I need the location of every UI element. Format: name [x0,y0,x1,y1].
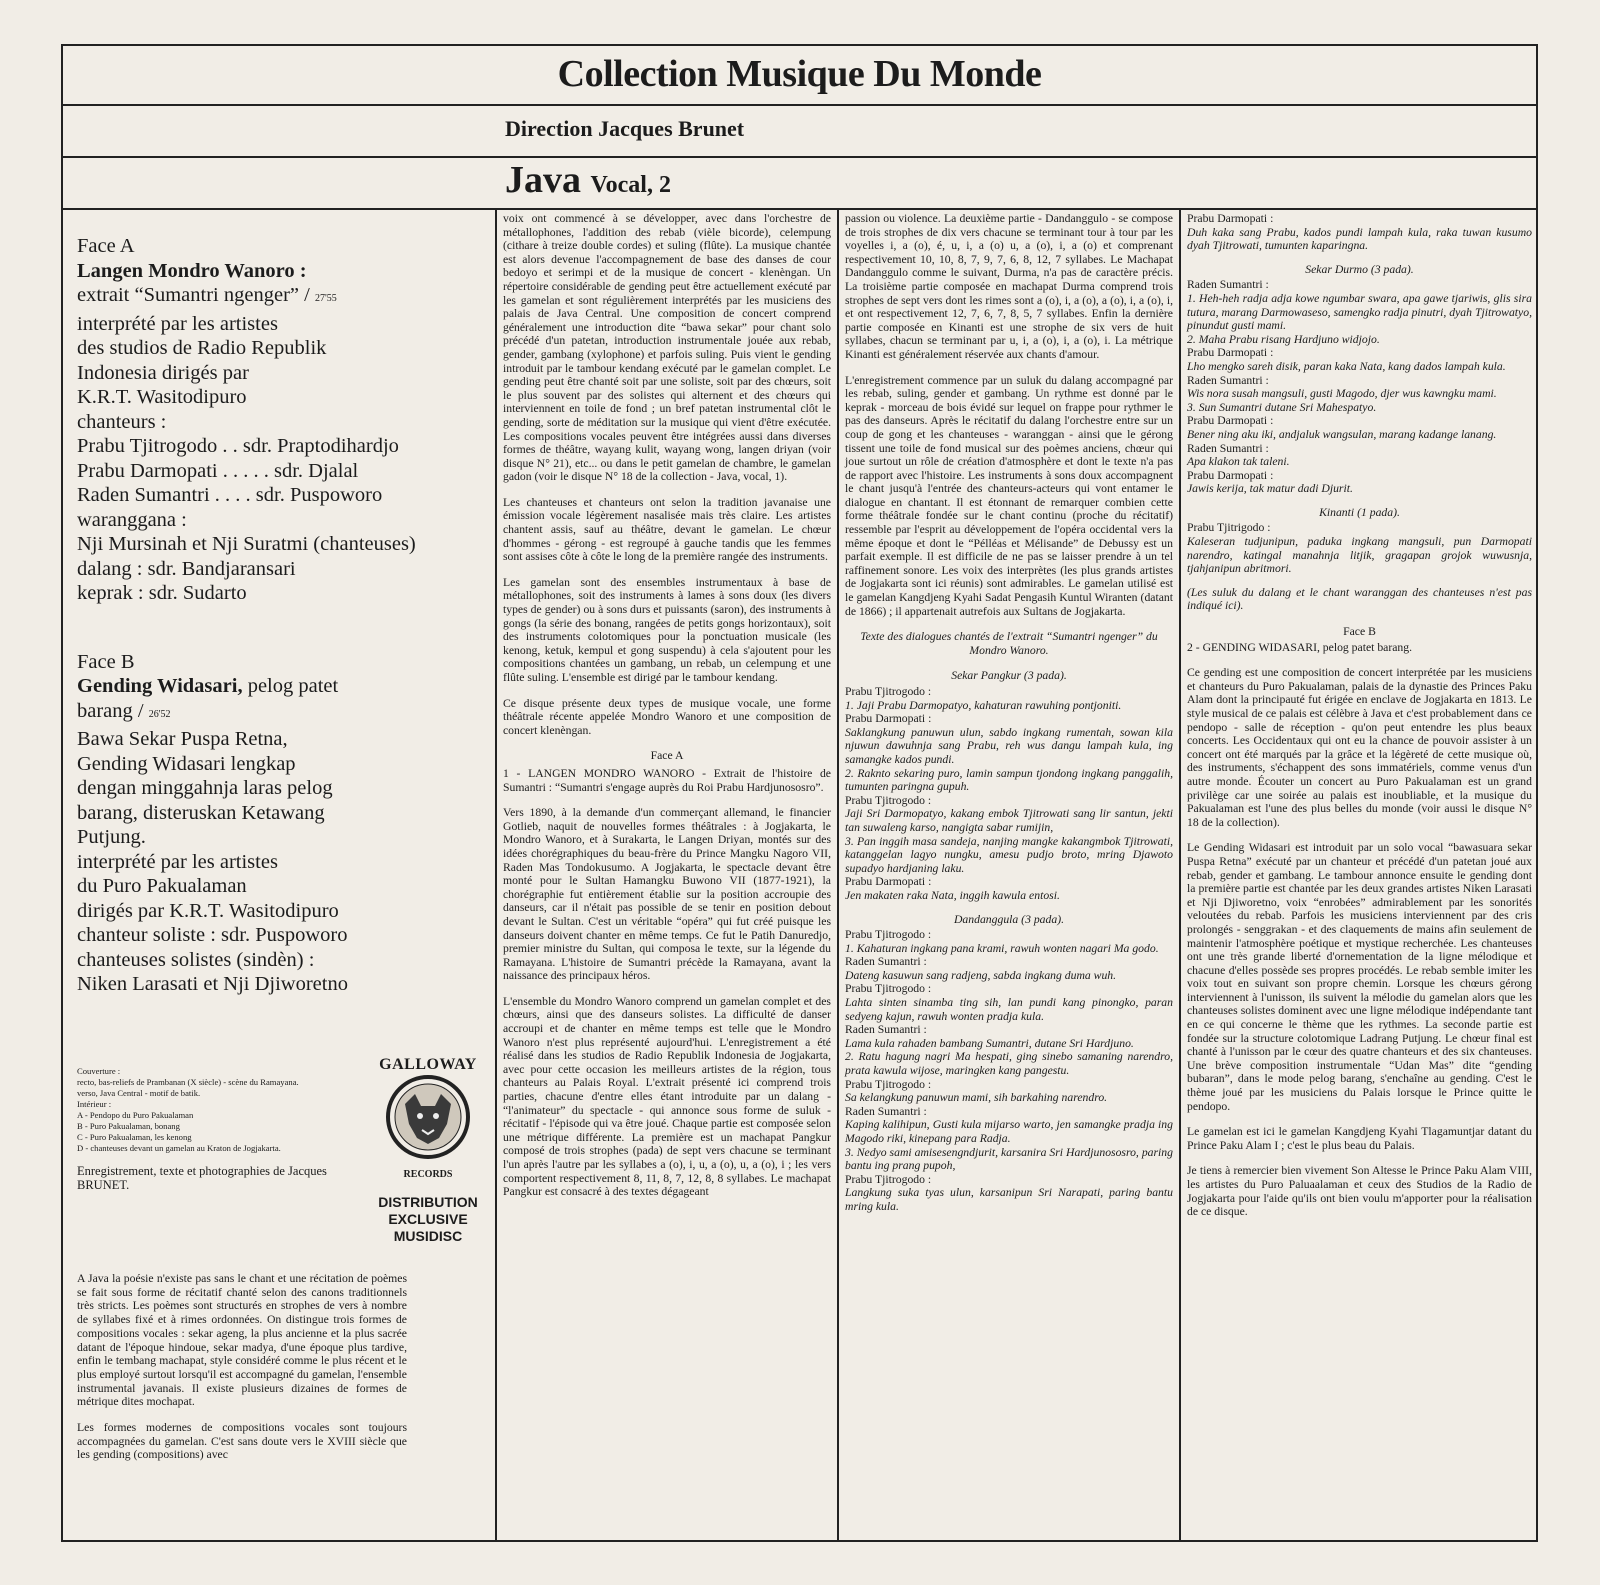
sung-verse: Kaping kalihipun, Gusti kula mijarso warto, jen samangke pradja ing Magodo riki, kinepang para Radja. [845,1118,1173,1145]
dialogue-title: Texte des dialogues chantés de l'extrait “Sumantri ngenger” du Mondro Wanoro. [860,630,1158,657]
album-title [505,158,671,202]
credit-line: dirigés par K.R.T. Wasitodipuro [77,899,339,922]
credit-line: waranggana : [77,508,187,531]
cover-line: A - Pendopo du Puro Pakualaman [77,1110,194,1120]
sung-verse: Bener ning aku iki, andjaluk wangsulan, marang kadange lanang. [1187,427,1497,441]
credit-line: barang, disteruskan Ketawang [77,801,325,824]
sung-verse: 1. Jaji Prabu Darmopatyo, kahaturan rawuhing pontjoniti. [845,698,1122,712]
column-notes-3 [1181,208,1538,1540]
collection-title: Collection Musique Du Monde [557,53,1042,95]
distribution-line: EXCLUSIVE [388,1211,468,1227]
face-a-track: Langen Mondro Wanoro : [77,259,307,282]
durma-pre-dialogue [1187,212,1532,253]
credit-line: du Puro Pakualaman [77,875,247,897]
cover-line: B - Puro Pakualaman, bonang [77,1121,180,1131]
credit-line: Nji Mursinah et Nji Suratmi (chanteuses) [77,533,416,555]
durma-dialogue [1187,278,1532,496]
intro-paragraph: Les formes modernes de compositions vocales sont toujours accompagnées du gamelan. C'est sans doute vers le XVIII siècle que les gending (compositions) avec [77,1421,407,1462]
face-a-credit-lines [77,312,485,606]
cover-line: verso, Java Central - motif de batik. [77,1088,201,1098]
credit-line: interprété par les artistes [77,312,278,335]
speaker-name: Raden Sumantri : [845,955,927,969]
cover-notes [77,1066,367,1192]
logo-emblem [385,1074,471,1160]
sung-verse: Jawis kerija, tak matur dadi Djurit. [1187,482,1353,496]
sung-verse: 3. Nedyo sami amisesengndjurit, karsanira Sri Hardjunososro, paring bantu ing prang pupoh, [845,1145,1173,1173]
speaker-name: Prabu Darmopati : [1187,414,1274,428]
speaker-name: Raden Sumantri : [1187,441,1269,455]
notes-paragraph: Ce gending est une composition de concert interprétée par les musiciens et chanteurs du Puro Pakualaman, palais de la dynastie des Princes Paku Alam dont la principauté fut érigée en enclave de Jogjakarta en 1813. Le style musical de ce palais est célèbre à Java et c'est probablement dans ce pendopo - salle de réception - qu'on peut entendre les plus beaux concerts. Les Occidentaux qui ont eu la chance de pouvoir assister à un concert ont été marqués par la grâce et la légèreté de cette musique où, des instruments, s'échappent des sons immatériels, comme venus d'un autre monde. Écouter un concert au Puro Pakualaman est un grand privilège car une soirée au palais est inoubliable, et la musique du Pakualaman est l'une des plus belles du monde (voir aussi le disque N° 18 de la collection). [1187,666,1532,829]
sung-verse: 3. Pan inggih masa sandeja, nanjing mangke kakangmbok Tjitrowati, katanggelan lagyo nungku, amesu pudjo broto, mring Djawoto supadyo hardjaning laku. [845,834,1173,875]
speaker-name: Prabu Tjitrogodo : [845,928,932,942]
speaker-name: Prabu Tjitrigodo : [1187,521,1271,535]
sung-verse: 2. Raknto sekaring puro, lamin sampun tjondong ingkang panggalih, tumunten paringna gupuh. [845,766,1173,794]
credit-line: Prabu Darmopati . . . . . sdr. Djalal [77,459,359,482]
face-a-heading: Face A [650,749,684,763]
face-a-label: Face A [77,235,135,257]
notes-paragraph: Les chanteuses et chanteurs ont selon la tradition javanaise une émission vocale légèrement nasalisée mais très claire. Les artistes chantent assis, sauf au théâtre, devant le gamelan. Le chœur d'hommes - gérong - est regroupé à gauche tandis que les femmes sont assises côte à côte le long de la première rangée des instruments. [503,495,831,564]
distribution-line: DISTRIBUTION [378,1194,478,1210]
galloway-logo [363,1056,493,1245]
face-a-duration: 27'55 [314,293,337,304]
face-b-heading: Face B [1343,625,1376,639]
notes-paragraph: Les gamelan sont des ensembles instrumentaux à base de métallophones, soit des instruments à lames à sons doux (les divers types de gender) ou à sons durs et puissants (saron), des instruments à gongs (la série des bonang, rangées de petits gongs horizontaux), soit des instruments colotomiques pour la ponctuation musicale (les kenong, ketuk, kempul et gong suspendu) à cela s'ajoutent pour les compositions chantées un gambang, un rebab, un celempung et une flûte suling. L'ensemble est dirigé par le tambour kendang. [503,575,831,684]
distribution-block [363,1194,493,1245]
dandang-dialogue [845,928,1173,1213]
speaker-name: Prabu Tjitrogodo : [845,982,932,996]
credit-line: dalang : sdr. Bandjaransari [77,557,296,580]
pangkur-dialogue [845,685,1173,903]
face-b-track-mode: pelog patet [242,675,339,697]
credit-line: Bawa Sekar Puspa Retna, [77,728,288,750]
cover-line: Couverture : [77,1066,121,1076]
sung-verse: Saklangkung panuwun ulun, sabdo ingkang rumentah, sowan kila njuwun dawuhnja sang Prabu, reh wus dangu lampah kula, ing samangke kados pundi. [845,725,1173,766]
notes-paragraph: passion ou violence. La deuxième partie - Dandanggulo - se compose de trois strophes de dix vers chacune se terminant tour à tour par les voyelles i, a (o), é, u, i, a (o) u, a (o), i, a (o) et comprenant respectivement 10, 10, 8, 7, 9, 7, 6, 8, 12, 7 syllabes. Le Machapat Dandanggulo comme le suivant, Durma, n'a pas de caractère précis. La troisième partie composée en machapat Durma comprend trois strophes de sept vers dont les rimes sont a (o), i, a (o), a (o), i, a (o), i, et ont respectivement 12, 7, 6, 7, 8, 5, 7 syllabes. Enfin la dernière partie composée en Kinanti est une strophe de six vers de huit syllabes, chacun se terminant par u, i, a (o), i, a (o), i. La métrique Kinanti est généralement réservée aux chants d'amour. [845,212,1173,361]
speaker-name: Prabu Darmopati : [845,875,932,889]
cover-line: C - Puro Pakualaman, les kenong [77,1132,192,1142]
sung-verse: Lahta sinten sinamba ting sih, lan pundi kang pinongko, paran sedyeng kajun, rawuh wonten pradja kula. [845,996,1173,1023]
credit-line: Niken Larasati et Nji Djiworetno [77,973,348,995]
credit-line: Prabu Tjitrogodo . . sdr. Praptodihardjo [77,435,399,457]
sung-verse: Jen makaten raka Nata, inggih kawula entosi. [845,888,1060,902]
face-b-track-heading: 2 - GENDING WIDASARI, pelog patet barang. [1187,640,1413,654]
sung-verse: Dateng kasuwun sang radjeng, sabda ingkang duma wuh. [845,968,1117,982]
speaker-name: Raden Sumantri : [1187,278,1269,292]
header-row-direction [63,104,1536,158]
direction-line: Direction Jacques Brunet [505,116,745,141]
logo-name: GALLOWAY [379,1056,477,1073]
album-subtitle: Vocal, 2 [590,172,671,198]
speaker-name: Prabu Darmopati : [845,712,932,726]
credit-line: des studios de Radio Republik [77,337,327,359]
face-b-track-name: Gending Widasari, [77,675,243,697]
credit-line: keprak : sdr. Sudarto [77,582,247,604]
column-notes-2 [839,208,1181,1540]
track-credits [77,234,485,997]
notes-paragraph: Je tiens à remercier bien vivement Son Altesse le Prince Paku Alam VIII, les artistes du Puro Paluaalaman et ceux des Studios de la Radio de Jogjakarta pour l'aide qu'ils ont bien voulu m'apporter pour la réalisation de ce disque. [1187,1164,1532,1219]
notes-paragraph: 1 - LANGEN MONDRO WANORO - Extrait de l'histoire de Sumantri : “Sumantri s'engage auprès du Roi Prabu Hardjunososro”. [503,766,831,794]
distribution-line: MUSIDISC [393,1228,463,1244]
column-notes-1 [497,208,839,1540]
logo-records: RECORDS [403,1169,453,1180]
sung-verse: 1. Kahaturan ingkang pana krami, rawuh wonten nagari Ma godo. [845,941,1159,955]
face-b-barang-text: barang / [77,699,144,722]
kinanti-dialogue [1187,521,1532,575]
notes-paragraph: Le Gending Widasari est introduit par un solo vocal “bawasuara sekar Puspa Retna” exécuté par un chanteur et précédé d'un patetan joué aux rebab, gender et gambang. Le tambour annonce ensuite le gending dont la première partie est chantée par les deux grandes artistes Niken Larasati et Nji Djiworetno, voix “enrobées” admirablement par les sonorités veloutées du rebab. Parfois les musiciens interviennent par des cris prolongés - senggrakan - et des claquements de mains afin seulement de maintenir l'atmosphère poétique et mystique recherchée. Les chanteuses ont une très grande liberté d'ornementation de la ligne mélodique et chacune d'elles possède ses propres procédés. Le rebab semble imiter les voix tout en suivant son propre chemin. Lorsque les chœurs gérong interviennent à l'unisson, ils suivent la mélodie du gamelan alors que les chanteuses solistes dominent avec une ligne mélodique indépendante tant en ce qui concerne le thème que les rythmes. La seconde partie est fondée sur la structure colotomique Ladrang Putjung. Le chœur final est chanté à l'unisson par le cœur des quatre chanteurs et des six chanteuses. Une brève composition instrumentale “Udan Mas” dite “gending bubaran”, dans le mode pelog barang, s'enchaîne au gending. C'est le thème joué par les musiciens du Palais lorsque le Prince quitte le pendopo. [1187,841,1532,1113]
intro-text [77,1272,407,1474]
sung-verse: 2. Ratu hagung nagri Ma hespati, ging sinebo samaning narendro, prata kawula wijose, maringken kang pangestu. [845,1050,1173,1078]
face-a-extract-text: extrait “Sumantri ngenger” / [77,284,310,306]
header-row-collection [63,46,1536,106]
album-title-main: Java [505,159,581,201]
notes-text-1 [503,212,831,1211]
column-credits [63,208,497,1540]
recording-credit: Enregistrement, texte et photographies de Jacques BRUNET. [77,1164,327,1192]
sung-verse: Duh kaka sang Prabu, kados pundi lampah kula, raka tuwan kusumo dyah Tjitrowati, tumunten kaparingna. [1187,225,1532,253]
face-b-track [77,674,485,699]
kinanti-title: Kinanti (1 pada). [1319,505,1400,519]
notes-paragraph: L'ensemble du Mondro Wanoro comprend un gamelan complet et des chœurs, ainsi que des danseurs solistes. La difficulté de danser accroupi et de chanter en même temps est telle que le Mondro Wanoro n'est plus représenté aujourd'hui. L'enregistrement a été réalisé dans les studios de Radio Republik Indonesia de Jogjakarta, avec pour cette occasion les meilleurs artistes de la région, tous chanteurs au Palais Royal. L'extrait présenté ici comprend trois parties, chacune d'entre elles étant introduite par un dalang - “l'animateur” du spectacle - qui annonce sous forme de suluk - récitatif - l'épisode qui va être joué. Chaque partie est composée selon une métrique différente. La première est un machapat Pangkur composé de trois strophes (pada) de sept vers chacune se terminant l'un après l'autre par les syllabes a (o), i, u, a (o), u, a (o), i ; les vers comportent respectivement 8, 11, 8, 7, 12, 8, 8 syllabes. Le machapat Pangkur est consacré à des textes dégageant [503,994,831,1199]
sung-verse: Lho mengko sareh disik, paran kaka Nata, kang dados lampah kula. [1187,359,1506,373]
durma-title: Sekar Durmo (3 pada). [1305,262,1414,276]
credit-line: chanteurs : [77,410,167,433]
suluk-note: (Les suluk du dalang et le chant waranggan des chanteuses n'est pas indiqué ici). [1187,585,1532,613]
face-a-extract [77,283,485,312]
sung-verse: Wis nora susah mangsuli, gusti Magodo, djer wus kawngku mami. [1187,387,1497,401]
credit-line: Putjung. [77,826,146,848]
speaker-name: Prabu Tjitrogodo : [845,1172,932,1186]
credit-line: Gending Widasari lengkap [77,752,296,775]
header-row-title [63,156,1536,210]
cover-lines [77,1066,367,1154]
speaker-name: Prabu Tjitrogodo : [845,685,932,698]
speaker-name: Raden Sumantri : [1187,373,1269,387]
notes-paragraph: Vers 1890, à la demande d'un commerçant allemand, le financier Gotlieb, naquit de nouvelles formes théâtrales : à Jogjakarta, le Mondro Wanoro, et à Surakarta, le Langen Driyan, montés sur des idées chorégraphiques du beau-frère du Prince Mangku Nagoro VII, Raden Mas Tondokusumo. A Jogjakarta, le spectacle devant être monté pour le Sultan Hamangku Buwono VII (1877-1921), la chorégraphie fut entièrement établie sur la position accroupie des danseurs, car il n'était pas possible de se tenir en position debout devant le Sultan. C'est un véritable “opéra” qui fut créé puisque les danseurs doivent chanter en même temps. Ce fut le Patih Danuredjo, premier ministre du Sultan, qui composa le texte, sur la légende du Ramayana. L'histoire de Sumantri précède la Ramayana, avant la naissance des principaux héros. [503,806,831,983]
speaker-name: Prabu Tjitrogodo : [845,1077,932,1091]
sung-verse: Lama kula rahaden bambang Sumantri, dutane Sri Hardjuno. [845,1036,1134,1050]
credit-line: Raden Sumantri . . . . sdr. Puspoworo [77,484,383,506]
credit-line: Indonesia dirigés par [77,361,249,384]
speaker-name: Prabu Darmopati : [1187,468,1274,482]
sung-verse: 1. Heh-heh radja adja kowe ngumbar swara, apa gawe tjariwis, glis sira tutura, marang Darmowaseso, samengko radja pinutri, dyah Tjitrowatyo, pinundut gusti mami. [1187,291,1532,333]
notes-paragraph: voix ont commencé à se développer, avec dans l'orchestre de métallophones, l'addition des rebab (vièle bicorde), celempung (cithare à treize double cordes) et suling (flûte). La musique chantée est alors devenue l'accompagnement de base des danses de cour bedoyo et serimpi et de la musique de concert - klenèngan. Un répertoire considérable de gending peut être actuellement exécuté par les gamelan et sont régulièrement interprétés par les musiciens des palais de Java Central. Une composition de concert comprend généralement une introduction dite “bawa sekar” pour chant solo précédé d'un patetan, introduction instrumentale jouée aux rebab, gender, gambang (xylophone) et parfois suling. Puis vient le gending introduit par le tambour kendang exécuté par le gamelan complet. Le gending peut être chanté soit par une soliste, soit par des chœurs, soit le plus souvent par des solistes qui alternent et des chœurs qui interviennent en toile de fond ; un bref patetan instrumental clôt le gending, sorte de méditation sur la musique qui vient d'être exécutée. Les compositions vocales peuvent être intégrées aussi dans diverses formes de théâtre, wayang kulit, wayang wong, langen driyan (voir disque N° 21), etc... ou dans le petit gamelan de chambre, le gamelan gadon (voir le disque N° 18 de la collection - Java, vocal, 1). [503,212,831,484]
notes-text-3 [1187,212,1532,1231]
sung-verse: Langkung suka tyas ulun, karsanipun Sri Narapati, paring bantu mring kula. [845,1186,1173,1213]
face-b-label: Face B [77,650,135,673]
dandang-title: Dandanggula (3 pada). [953,912,1065,926]
sung-verse: Sa kelangkung panuwun mami, sih barkahing narendro. [845,1091,1108,1105]
sung-verse: Apa klakon tak taleni. [1187,455,1290,469]
credit-line: chanteuses solistes (sindèn) : [77,948,315,971]
speaker-name: Prabu Darmopati : [1187,346,1274,360]
sleeve-frame [61,44,1538,1542]
sung-verse: Jaji Sri Darmopatyo, kakang embok Tjitrowati sang lir santun, jekti tan suwaleng karso, nangigta sabar rumijin, [845,807,1173,834]
cover-line: Intérieur : [77,1099,112,1109]
notes-paragraph: L'enregistrement commence par un suluk du dalang accompagné par les rebab, suling, gender et gambang. Un rythme est donné par le keprak - morceau de bois évidé sur lequel on frappe pour rythmer le pas des danseurs. Après le récitatif du dalang l'orchestre entre sur un coup de gong et les chanteuses - waranggan - ainsi que le gérong tissent une toile de fond musical sur des poèmes anciens, chœur qui joue surtout un rôle de création d'atmosphère et dont le texte n'a pas de rapport avec l'histoire. Les instruments à sons doux accompagnent le chant jusqu'à l'entrée des chanteurs-acteurs qui vont entamer le dialogue en chantant. Il est étonnant de remarquer combien cette forme théâtrale fondée sur le chant continu (proche du récitatif) ressemble par l'esprit au développement de l'opéra occidental vers la même époque et dont le “Pélléas et Mélisande” de Debussy est un parfait exemple. Il est difficile de ne pas se laisser prendre à un tel raffinement sonore. Les voix des interprètes (les plus grands artistes de Jogjakarta sont ici réunis) sont admirables. Le gamelan utilisé est le gamelan Kangdjeng Kyahi Sadat Pengasih Kuntul Wiranten (datant de 1866) ; il appartenait autrefois aux Sultans de Jogjakarta. [845,373,1173,618]
face-b-duration: 26'52 [148,708,171,720]
speaker-name: Prabu Tjitrogodo : [845,793,932,807]
notes-text-2 [845,212,1173,1224]
credit-line: K.R.T. Wasitodipuro [77,386,247,408]
intro-paragraph: A Java la poésie n'existe pas sans le chant et une récitation de poèmes se fait sous forme de récitatif chanté selon des canons traditionnels très stricts. Les poèmes sont structurés en strophes de vers à nombre de syllabes fixé et à rimes ordonnées. On distingue trois formes de compositions vocales : sekar ageng, la plus ancienne et la plus sacrée datant de l'époque hindoue, sekar madya, d'une époque plus tardive, enfin le tembang machapat, style considéré comme le plus récent et le plus employé surtout lorsqu'il est accompagné du gamelan, l'ensemble instrumental javanais. Il existe plusieurs dizaines de formes de métrique dites mochapat. [77,1272,407,1409]
credit-line: chanteur soliste : sdr. Puspoworo [77,924,348,946]
sung-verse: Kaleseran tudjunipun, paduka ingkang mangsuli, pun Darmopati narendro, katingal manahnja litjik, gragapan grojok wuwusnja, tjahjanipun abritmori. [1187,535,1532,576]
speaker-name: Prabu Darmopati : [1187,212,1274,225]
notes-paragraph: Le gamelan est ici le gamelan Kangdjeng Kyahi Tlagamuntjar datant du Prince Paku Alam I ; c'est le plus beau du Palais. [1187,1125,1532,1152]
face-b-barang [77,699,485,728]
cover-line: D - chanteuses devant un gamelan au Kraton de Jogjakarta. [77,1143,281,1153]
credit-line: interprété par les artistes [77,850,278,873]
speaker-name: Raden Sumantri : [845,1104,927,1118]
face-b-credit-lines [77,727,485,997]
credit-line: dengan minggahnja laras pelog [77,777,333,799]
speaker-name: Raden Sumantri : [845,1023,927,1037]
notes-paragraph: Ce disque présente deux types de musique vocale, une forme théâtrale récente appelée Mondro Wanoro et une composition de concert klenèngan. [503,696,831,737]
cover-line: recto, bas-reliefs de Prambanan (X siècle) - scène du Ramayana. [77,1077,299,1087]
sung-verse: 2. Maha Prabu risang Hardjuno widjojo. [1187,332,1380,346]
pangkur-title: Sekar Pangkur (3 pada). [951,669,1067,683]
sung-verse: 3. Sun Sumantri dutane Sri Mahespatyo. [1187,400,1377,414]
